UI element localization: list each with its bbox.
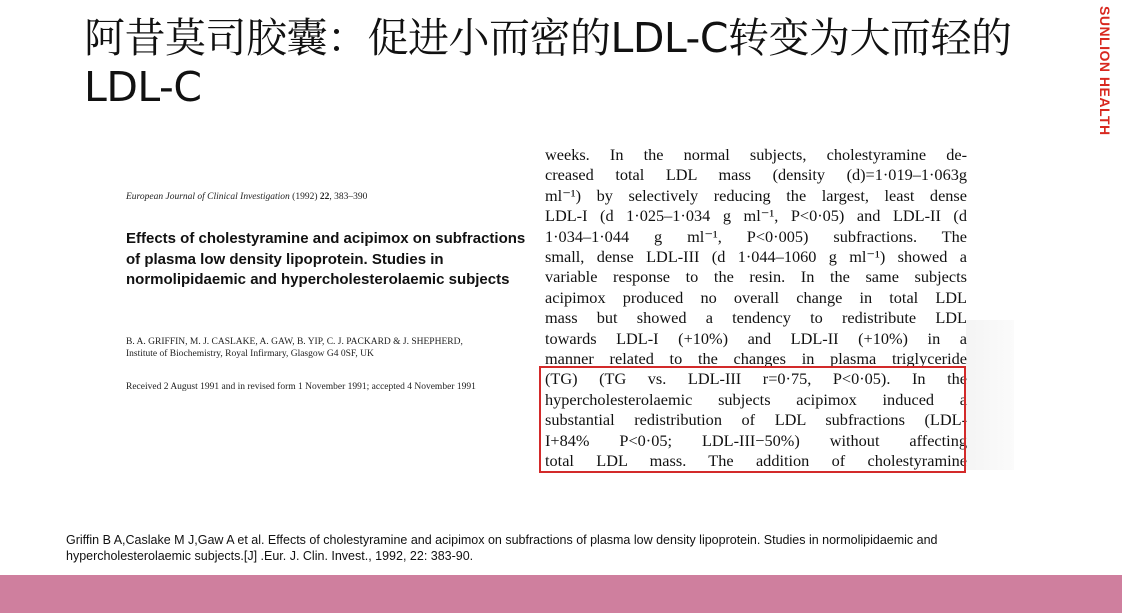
scan-background-patch (966, 320, 1014, 470)
journal-name: European Journal of Clinical Investigation (126, 192, 290, 202)
footer-bar (0, 575, 1122, 613)
brand-logo (1092, 6, 1118, 162)
excerpt-line: small, dense LDL-III (d 1·044–1060 g ml⁻¹) showed a (545, 247, 967, 267)
brand-name: SUNLION HEALTH (1097, 6, 1113, 136)
paper-affiliation: Institute of Biochemistry, Royal Infirmary, Glasgow G4 0SF, UK (126, 349, 374, 359)
journal-citation (126, 192, 367, 202)
excerpt-line: variable response to the resin. In the same subjects (545, 267, 967, 287)
excerpt-line: total LDL mass. The addition of cholestyramine (545, 451, 967, 471)
excerpt-line: ml⁻¹) by selectively reducing the largest, least dense (545, 185, 967, 205)
excerpt-line: hypercholesterolaemic subjects acipimox induced a (545, 389, 967, 409)
excerpt-line: 1·034–1·044 g ml⁻¹, P<0·005) subfractions. The (545, 226, 967, 246)
excerpt-line: acipimox produced no overall change in total LDL (545, 287, 967, 307)
excerpt-line: substantial redistribution of LDL subfractions (LDL- (545, 410, 967, 430)
excerpt-line: creased total LDL mass (density (d)=1·019–1·063g (545, 165, 967, 185)
paper-received-dates: Received 2 August 1991 and in revised form 1 November 1991; accepted 4 November 1991 (126, 382, 476, 392)
journal-volume: 22 (319, 192, 330, 202)
slide-title: 阿昔莫司胶囊：促进小而密的LDL-C转变为大而轻的LDL-C (84, 14, 1012, 111)
highlight-box (539, 366, 966, 473)
paper-title: Effects of cholestyramine and acipimox on subfractions of plasma low density lipoprotein. Studies in normolipidaemic and hypercholesterolaemic subjects (126, 230, 526, 288)
excerpt-line: mass but showed a tendency to redistribute LDL (545, 308, 967, 328)
excerpt-line: (TG) (TG vs. LDL-III r=0·75, P<0·05). In the (545, 369, 967, 389)
excerpt-line: weeks. In the normal subjects, cholestyramine de- (545, 145, 967, 164)
excerpt-line: manner related to the changes in plasma triglyceride (545, 349, 967, 369)
reference-citation: Griffin B A,Caslake M J,Gaw A et al. Effects of cholestyramine and acipimox on subfractions of plasma low density lipoprotein. Studies in normolipidaemic and hypercholesterolaemic subjects.[J] .Eur. J. Clin. Invest., 1992, 22: 383-90. (66, 533, 938, 563)
journal-year: (1992) (289, 192, 320, 202)
excerpt-line: I+84% P<0·05; LDL-III−50%) without affecting (545, 430, 967, 450)
paper-authors-block (126, 336, 546, 360)
excerpt-line: towards LDL-I (+10%) and LDL-II (+10%) in a (545, 328, 967, 348)
excerpt-line: LDL-I (d 1·025–1·034 g ml⁻¹, P<0·05) and LDL-II (d (545, 206, 967, 226)
paper-authors: B. A. GRIFFIN, M. J. CASLAKE, A. GAW, B. YIP, C. J. PACKARD & J. SHEPHERD, (126, 337, 463, 347)
journal-pages: , 383–390 (329, 192, 368, 202)
